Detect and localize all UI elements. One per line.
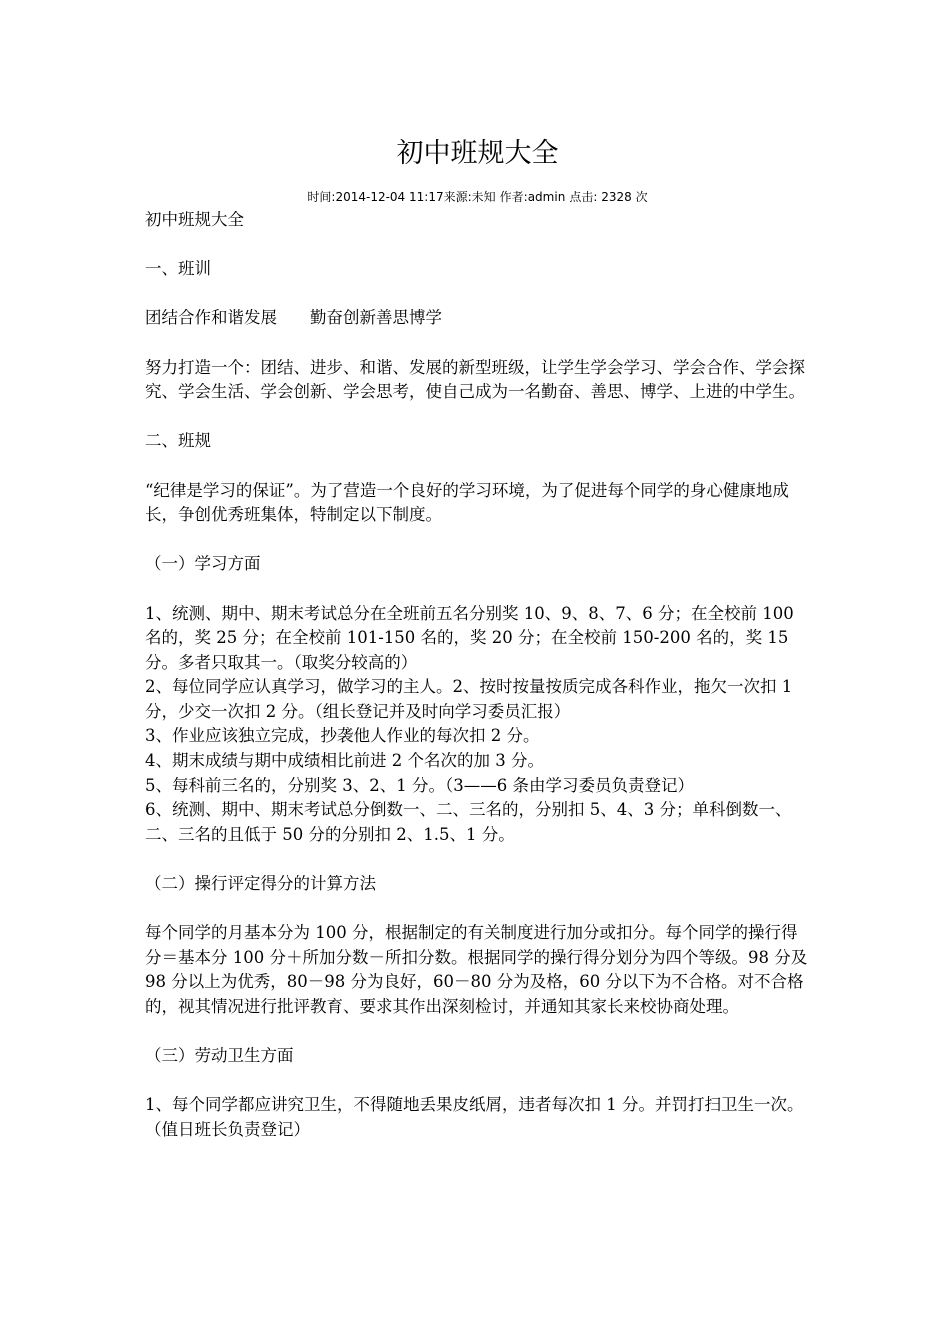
body-heading: 初中班规大全 xyxy=(145,210,244,229)
section-heading-class-motto: 一、班训 xyxy=(145,259,211,279)
author-label: 作者: xyxy=(499,190,528,204)
author-value: admin xyxy=(527,190,566,204)
study-rule-3: 3、作业应该独立完成，抄袭他人作业的每次扣 2 分。 xyxy=(145,726,540,746)
hygiene-rule-1: 1、每个同学都应讲究卫生，不得随地丢果皮纸屑，违者每次扣 1 分。并罚打扫卫生一次。（值日班长负责登记） xyxy=(145,1095,804,1139)
clicks-unit: 次 xyxy=(635,190,648,204)
study-rule-2: 2、每位同学应认真学习，做学习的主人。2、按时按量按质完成各科作业，拖欠一次扣 1 分，少交一次扣 2 分。（组长登记并及时向学习委员汇报） xyxy=(145,677,793,721)
class-motto: 团结合作和谐发展 勤奋创新善思博学 xyxy=(145,308,442,328)
study-rule-1: 1、统测、期中、期末考试总分在全班前五名分别奖 10、9、8、7、6 分；在全校前 100 名的，奖 25 分；在全校前 101-150 名的，奖 20 分；在全校前 150-200 名的，奖 15 分。多者只取其一。（取奖分较高的） xyxy=(145,603,794,672)
subsection-conduct: （二）操行评定得分的计算方法 xyxy=(145,874,376,894)
subsection-hygiene: （三）劳动卫生方面 xyxy=(145,1046,294,1066)
study-rule-5: 5、每科前三名的，分别奖 3、2、1 分。（3——6 条由学习委员负责登记） xyxy=(145,775,694,795)
clicks-label: 点击: xyxy=(569,190,598,204)
subsection-study: （一）学习方面 xyxy=(145,554,261,574)
article-body xyxy=(145,208,810,1143)
section-heading-class-rules: 二、班规 xyxy=(145,431,211,451)
article-title: 初中班规大全 xyxy=(396,138,559,169)
rules-intro-paragraph: “纪律是学习的保证”。为了营造一个良好的学习环境，为了促进每个同学的身心健康地成长，争创优秀班集体，特制定以下制度。 xyxy=(145,480,789,525)
clicks-value: 2328 xyxy=(601,190,632,204)
article-meta xyxy=(145,188,810,206)
study-rule-6: 6、统测、期中、期末考试总分倒数一、二、三名的，分别扣 5、4、3 分；单科倒数一、二、三名的且低于 50 分的分别扣 2、1.5、1 分。 xyxy=(145,800,792,844)
source-label: 来源: xyxy=(443,190,472,204)
time-value: 2014-12-04 11:17 xyxy=(335,190,444,204)
time-label: 时间: xyxy=(307,190,336,204)
class-goal-paragraph: 努力打造一个：团结、进步、和谐、发展的新型班级，让学生学会学习、学会合作、学会探究、学会生活、学会创新、学会思考，使自己成为一名勤奋、善思、博学、上进的中学生。 xyxy=(145,357,805,402)
source-value: 未知 xyxy=(471,190,496,204)
conduct-paragraph: 每个同学的月基本分为 100 分，根据制定的有关制度进行加分或扣分。每个同学的操行得分＝基本分 100 分＋所加分数－所扣分数。根据同学的操行得分划分为四个等级。98 分及 98 分以上为优秀，80－98 分为良好，60－80 分为及格，60 分以下为不合格。对不合格的，视其情况进行批评教育、要求其作出深刻检讨，并通知其家长来校协商处理。 xyxy=(145,923,808,1016)
study-rule-4: 4、期末成绩与期中成绩相比前进 2 个名次的加 3 分。 xyxy=(145,751,544,771)
